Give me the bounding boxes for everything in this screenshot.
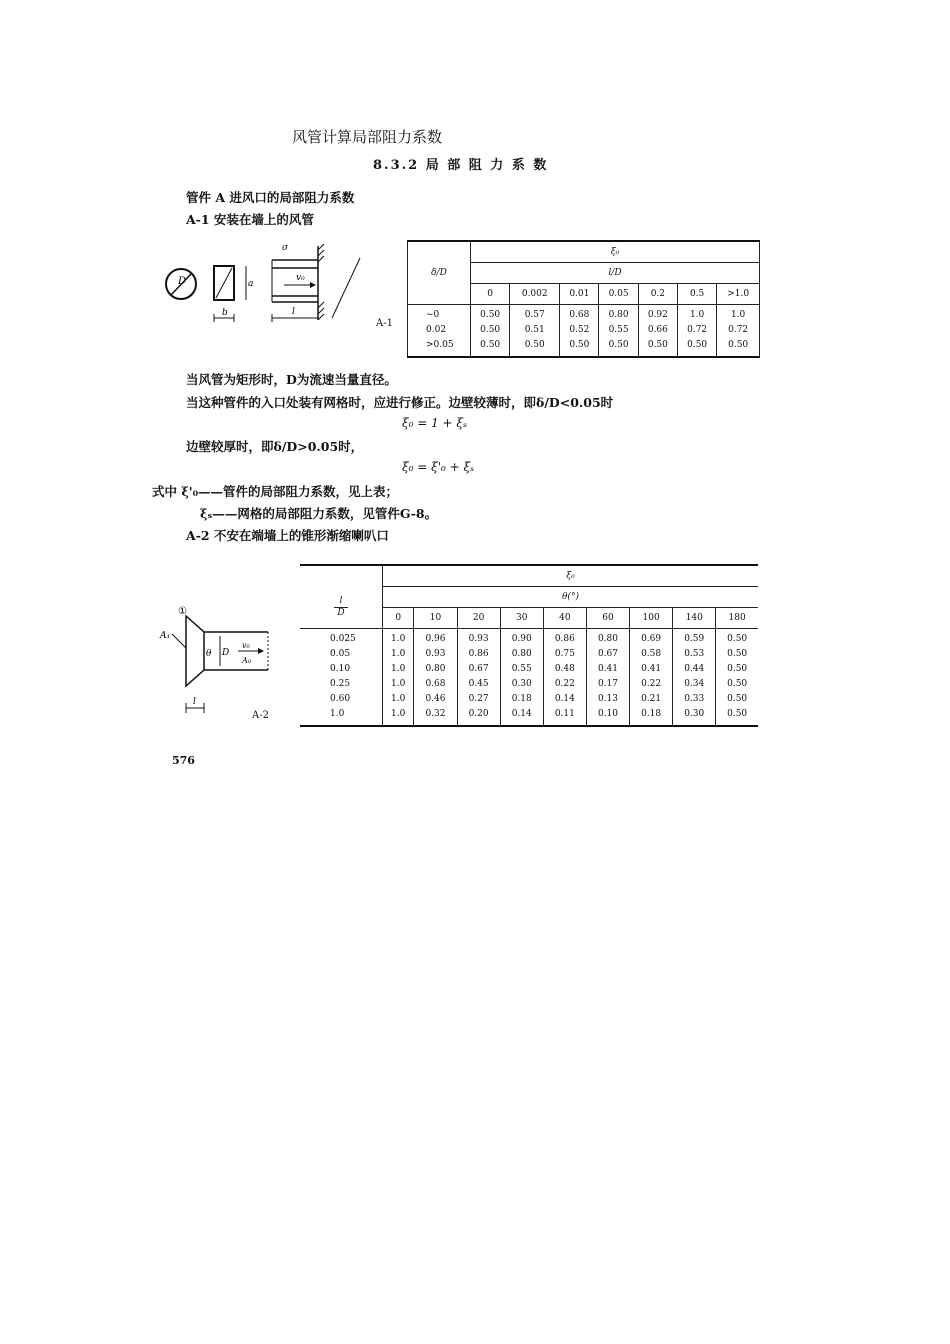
table2-cell: 0.80 xyxy=(597,634,618,644)
table1-col-5: 0.5 xyxy=(678,284,717,305)
table2-row-label: 0.25 xyxy=(330,679,351,689)
page-title: 风管计算局部阻力系数 xyxy=(292,128,443,146)
table2-cell: 0.90 xyxy=(511,634,532,644)
rect-a-label: a xyxy=(248,279,254,289)
table2-row-label: 0.025 xyxy=(330,634,356,644)
table2-col-7: 140 xyxy=(673,608,716,629)
where-line-1: 式中 ξ'₀——管件的局部阻力系数，见上表； xyxy=(152,484,399,499)
table2-cell: 0.18 xyxy=(511,694,532,704)
table2-cell: 0.27 xyxy=(468,694,489,704)
table1-col-6: >1.0 xyxy=(717,284,760,305)
table1-cell: 0.50 xyxy=(480,325,501,335)
table2-col-2: 20 xyxy=(457,608,500,629)
table2-col-3: 30 xyxy=(500,608,543,629)
table2-cell: 0.50 xyxy=(727,679,748,689)
table1-row-label: 0.02 xyxy=(426,325,447,335)
table2-cell: 0.50 xyxy=(727,694,748,704)
table2-cell: 0.22 xyxy=(641,679,662,689)
figure-a1 xyxy=(160,238,370,328)
table2-col-8: 180 xyxy=(716,608,758,629)
table2-cell: 0.93 xyxy=(425,649,446,659)
table1-cell: 0.50 xyxy=(687,340,708,350)
text-thick-wall: 边壁较厚时，即δ/D>0.05时， xyxy=(186,439,364,454)
table2-cell: 0.32 xyxy=(425,709,446,719)
table2-col-5: 60 xyxy=(586,608,629,629)
table2-cell: 0.86 xyxy=(468,649,489,659)
table2-cell: 0.18 xyxy=(641,709,662,719)
table2-cell: 0.69 xyxy=(641,634,662,644)
a1-tag: A-1 xyxy=(376,318,393,329)
table1-cell: 0.50 xyxy=(480,340,501,350)
table2-col-4: 40 xyxy=(543,608,586,629)
table2-cell: 0.10 xyxy=(597,709,618,719)
theta-label: θ xyxy=(206,649,212,659)
text-rect-duct: 当风管为矩形时，D为流速当量直径。 xyxy=(186,372,397,387)
length-label: l xyxy=(292,307,295,317)
sigma-label: σ xyxy=(282,243,289,253)
fitting-heading: 管件 A 进风口的局部阻力系数 xyxy=(186,190,355,205)
table1-cell: 0.68 xyxy=(569,310,590,320)
table2-row-header-den: D xyxy=(337,607,345,618)
table-a2 xyxy=(300,564,758,727)
circle-label: D xyxy=(178,276,187,287)
table2-cell: 0.46 xyxy=(425,694,446,704)
table2-row-header-num: l xyxy=(334,596,348,608)
table2-col-6: 100 xyxy=(630,608,673,629)
table1-col-1: 0.002 xyxy=(510,284,560,305)
table1-cell: 1.0 xyxy=(689,310,705,320)
table1-cell: 0.92 xyxy=(647,310,668,320)
area1-label: A₁ xyxy=(160,631,171,641)
where-line-2: ξₛ——网格的局部阻力系数，见管件G-8。 xyxy=(200,506,438,521)
table2-cell: 0.17 xyxy=(597,679,618,689)
page-number: 576 xyxy=(172,754,195,767)
table1-col-header: l/D xyxy=(471,263,760,284)
formula-thin-wall: ξ₀ = 1 + ξₛ xyxy=(402,416,468,430)
table2-cell: 0.50 xyxy=(727,709,748,719)
table2-cell: 0.55 xyxy=(511,664,532,674)
text-grid-correction: 当这种管件的入口处装有网格时，应进行修正。边壁较薄时，即δ/D<0.05时 xyxy=(186,395,614,410)
table2-col-header: θ(°) xyxy=(383,587,759,608)
table2-row-label: 0.60 xyxy=(330,694,351,704)
table2-cell: 0.41 xyxy=(597,664,618,674)
table-a1 xyxy=(407,240,760,358)
section-title: 8.3.2 局 部 阻 力 系 数 xyxy=(373,158,549,173)
table2-cell: 0.30 xyxy=(684,709,705,719)
table2-row-label: 0.10 xyxy=(330,664,351,674)
table2-col-1: 10 xyxy=(414,608,457,629)
velocity-label: v₀ xyxy=(296,273,305,283)
a1-heading: A-1 安装在墙上的风管 xyxy=(186,212,314,227)
table2-cell: 0.41 xyxy=(641,664,662,674)
table2-cell: 0.80 xyxy=(425,664,446,674)
table2-cell: 1.0 xyxy=(391,679,406,689)
marker-label: ① xyxy=(178,606,187,617)
table1-cell: 0.50 xyxy=(608,340,629,350)
table1-cell: 1.0 xyxy=(730,310,746,320)
table2-cell: 0.58 xyxy=(641,649,662,659)
table2-cell: 0.67 xyxy=(597,649,618,659)
table1-col-0: 0 xyxy=(471,284,510,305)
table2-cell: 1.0 xyxy=(391,709,406,719)
table2-cell: 0.33 xyxy=(684,694,705,704)
table2-cell: 1.0 xyxy=(391,634,406,644)
table2-cell: 0.86 xyxy=(554,634,575,644)
table2-cell: 0.30 xyxy=(511,679,532,689)
table1-cell: 0.50 xyxy=(569,340,590,350)
table1-cell: 0.50 xyxy=(524,340,545,350)
diam-label: D xyxy=(222,648,230,658)
a2-tag: A-2 xyxy=(252,710,269,721)
table1-col-4: 0.2 xyxy=(638,284,677,305)
table1-cell: 0.51 xyxy=(524,325,545,335)
table1-row-label: >0.05 xyxy=(426,340,454,350)
table2-col-0: 0 xyxy=(383,608,414,629)
table2-cell: 0.14 xyxy=(554,694,575,704)
table1-cell: 0.72 xyxy=(728,325,749,335)
table1-cell: 0.80 xyxy=(608,310,629,320)
table1-cell: 0.72 xyxy=(687,325,708,335)
table2-cell: 0.21 xyxy=(641,694,662,704)
table2-cell: 0.80 xyxy=(511,649,532,659)
table1-row-header: δ/D xyxy=(408,263,471,284)
length-label-a2: l xyxy=(193,697,196,707)
table1-cell: 0.50 xyxy=(480,310,501,320)
table2-cell: 0.96 xyxy=(425,634,446,644)
table2-cell: 1.0 xyxy=(391,664,406,674)
velocity-label-a2: v₀ xyxy=(242,641,250,650)
table2-cell: 0.50 xyxy=(727,664,748,674)
table1-cell: 0.50 xyxy=(647,340,668,350)
table1-row-label: ~0 xyxy=(426,310,440,320)
table2-cell: 0.11 xyxy=(554,709,575,719)
table2-cell: 0.50 xyxy=(727,634,748,644)
table2-cell: 0.20 xyxy=(468,709,489,719)
table1-col-3: 0.05 xyxy=(599,284,638,305)
table2-cell: 0.59 xyxy=(684,634,705,644)
table2-cell: 0.48 xyxy=(554,664,575,674)
table2-cell: 1.0 xyxy=(391,649,406,659)
table2-cell: 0.50 xyxy=(727,649,748,659)
table2-cell: 0.68 xyxy=(425,679,446,689)
table2-row-label: 1.0 xyxy=(330,709,345,719)
table1-group-header: ξ₀ xyxy=(471,241,760,263)
table1-col-2: 0.01 xyxy=(560,284,599,305)
table2-cell: 0.45 xyxy=(468,679,489,689)
table2-cell: 0.22 xyxy=(554,679,575,689)
table1-cell: 0.50 xyxy=(728,340,749,350)
figure-a2 xyxy=(158,600,288,720)
table2-group-header: ξ₀ xyxy=(383,565,759,587)
table2-cell: 1.0 xyxy=(391,694,406,704)
table2-cell: 0.13 xyxy=(597,694,618,704)
table2-cell: 0.53 xyxy=(684,649,705,659)
area0-label: A₀ xyxy=(242,656,251,665)
table1-cell: 0.52 xyxy=(569,325,590,335)
table2-cell: 0.14 xyxy=(511,709,532,719)
table1-cell: 0.66 xyxy=(647,325,668,335)
table2-cell: 0.67 xyxy=(468,664,489,674)
table2-row-label: 0.05 xyxy=(330,649,351,659)
table2-cell: 0.44 xyxy=(684,664,705,674)
table1-cell: 0.55 xyxy=(608,325,629,335)
rect-b-label: b xyxy=(222,308,228,318)
table1-cell: 0.57 xyxy=(524,310,545,320)
table2-cell: 0.75 xyxy=(554,649,575,659)
a2-heading: A-2 不安在端墙上的锥形渐缩喇叭口 xyxy=(186,528,389,543)
table2-cell: 0.93 xyxy=(468,634,489,644)
formula-thick-wall: ξ₀ = ξ'₀ + ξₛ xyxy=(402,460,475,474)
table2-cell: 0.34 xyxy=(684,679,705,689)
